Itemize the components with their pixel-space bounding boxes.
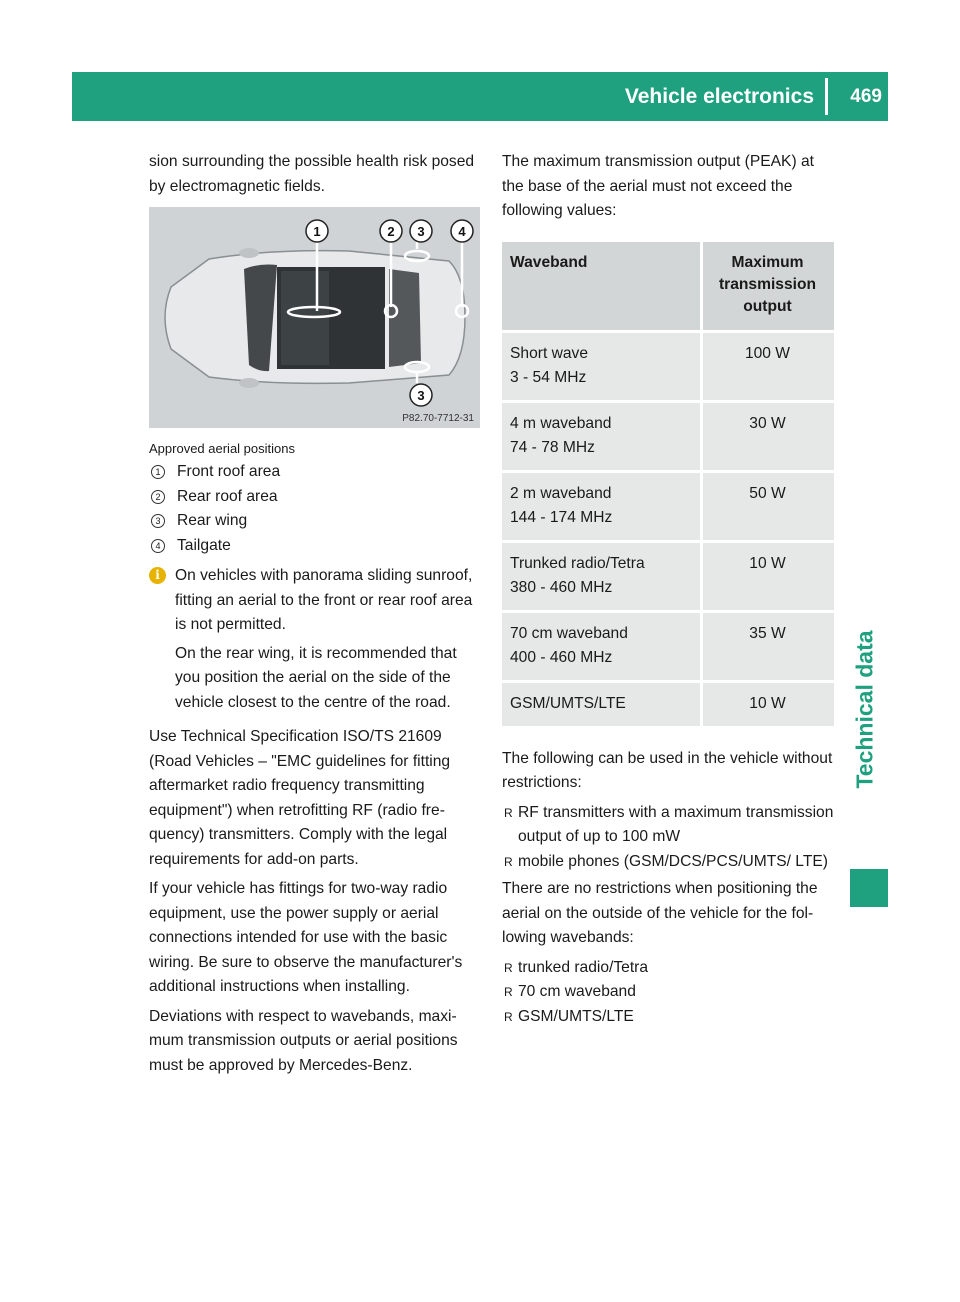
table-row: [502, 613, 834, 680]
output-cell: 35 W: [703, 613, 834, 680]
page-number: 469: [850, 86, 882, 107]
waveband-name: Short wave: [510, 344, 589, 362]
table-header-row: [502, 242, 834, 330]
intro-text: sion surrounding the possible health risk posed by electromagnetic fields.: [149, 153, 475, 195]
frequency-range: 380 - 460 MHz: [510, 578, 613, 596]
info-note: [149, 564, 481, 719]
body-paragraph: The following can be used in the vehicle without restrictions:: [502, 749, 833, 791]
list-item: [502, 956, 834, 981]
body-paragraph: If your vehicle has fittings for two-way radio equipment, use the power supply or aerial connections intended for use with the basic wiring. Be sure to observe the manufacturer's additional instructions when installing.: [149, 880, 463, 995]
header-divider: [825, 78, 828, 115]
section-title: Vehicle electronics: [624, 85, 814, 108]
body-paragraph: There are no restrictions when positioning the aerial on the outside of the vehicle for the following wavebands:: [502, 880, 818, 946]
bullet-mark: R: [504, 985, 513, 999]
waveband-cell: [502, 403, 703, 470]
waveband-cell: [502, 613, 703, 680]
transmission-output-table: [502, 239, 834, 729]
frequency-range: 3 - 54 MHz: [510, 368, 587, 386]
left-column: [149, 150, 481, 1083]
callout-label: 4: [458, 224, 466, 239]
table-row: [502, 683, 834, 726]
info-text: On the rear wing, it is recommended that you position the aerial on the side of the vehicle closest to the centre of the road.: [175, 644, 457, 711]
info-icon: i: [149, 567, 166, 584]
table-row: [502, 543, 834, 610]
info-note-body: [175, 564, 481, 719]
figure-caption: Approved aerial positions: [149, 441, 295, 456]
page-header: [72, 72, 888, 121]
legend-number: 3: [151, 514, 165, 528]
body-paragraph: Deviations with respect to wavebands, maximum transmission outputs or aerial positions must be approved by Mercedes-Benz.: [149, 1007, 458, 1074]
intro-text: The maximum transmission output (PEAK) at the base of the aerial must not exceed the following values:: [502, 153, 814, 219]
legend-item: [149, 460, 481, 485]
waveband-name: Trunked radio/Tetra: [510, 554, 645, 572]
legend-item: [149, 509, 481, 534]
output-cell: 30 W: [703, 403, 834, 470]
legend-label: Rear roof area: [177, 487, 278, 505]
legend-item: [149, 485, 481, 510]
waveband-cell: [502, 543, 703, 610]
bullet-mark: R: [504, 805, 513, 820]
list-item-text: trunked radio/Tetra: [518, 958, 649, 976]
waveband-cell: [502, 473, 703, 540]
bullet-mark: R: [504, 960, 513, 975]
output-cell: 50 W: [703, 473, 834, 540]
waveband-name: GSM/UMTS/LTE: [510, 694, 626, 712]
right-column: [502, 150, 834, 1029]
column-header: Maximum transmission output: [703, 242, 834, 330]
frequency-range: 144 - 174 MHz: [510, 508, 613, 526]
waveband-name: 2 m waveband: [510, 484, 612, 502]
table-row: [502, 333, 834, 400]
list-item-text: RF transmitters with a maximum transmission output of up to 100 mW: [518, 803, 834, 845]
callout-label: 1: [313, 224, 321, 239]
chapter-tab: [850, 578, 880, 841]
waveband-cell: [502, 333, 703, 400]
frequency-range: 400 - 460 MHz: [510, 648, 613, 666]
output-cell: 100 W: [703, 333, 834, 400]
figure-code: P82.70-7712-31: [402, 413, 474, 424]
table-row: [502, 403, 834, 470]
list-item: [502, 980, 834, 1005]
legend-number: 4: [151, 539, 165, 553]
list-item: [502, 1005, 834, 1030]
legend-number: 2: [151, 490, 165, 504]
chapter-tab-label: Technical data: [851, 630, 878, 789]
legend-label: Rear wing: [177, 512, 248, 529]
legend-number: 1: [151, 465, 165, 479]
bullet-mark: R: [504, 1009, 513, 1024]
output-cell: 10 W: [703, 683, 834, 726]
list-item: [502, 801, 834, 850]
aerial-positions-figure: [149, 207, 480, 428]
legend-item: [149, 534, 481, 559]
body-paragraph: Use Technical Specification ISO/TS 21609 (Road Vehicles – "EMC guidelines for fitting aftermarket radio frequency transmitting equipment") when retrofitting RF (radio frequency) transmitters. Comply with the legal requirements for add-on parts.: [149, 728, 451, 868]
frequency-range: 74 - 78 MHz: [510, 438, 595, 456]
waveband-name: 4 m waveband: [510, 414, 612, 432]
column-header: Waveband: [502, 242, 703, 330]
callout-label: 3: [417, 388, 425, 403]
list-item-text: GSM/UMTS/LTE: [518, 1007, 634, 1025]
list-item-text: 70 cm waveband: [518, 983, 636, 1000]
waveband-name: 70 cm waveband: [510, 624, 628, 642]
waveband-cell: [502, 683, 703, 726]
legend-label: Tailgate: [177, 536, 231, 554]
info-text: On vehicles with panorama sliding sunroof, fitting an aerial to the front or rear roof area is not permitted.: [175, 567, 473, 633]
legend-label: Front roof area: [177, 463, 281, 480]
callout-label: 2: [387, 224, 395, 239]
table-row: [502, 473, 834, 540]
chapter-marker: [850, 869, 888, 907]
list-item-text: mobile phones (GSM/DCS/PCS/UMTS/ LTE): [518, 852, 828, 870]
callout-label: 3: [417, 224, 425, 239]
list-item: [502, 850, 834, 875]
bullet-mark: R: [504, 854, 513, 869]
output-cell: 10 W: [703, 543, 834, 610]
car-top-view-illustration: [149, 207, 480, 428]
